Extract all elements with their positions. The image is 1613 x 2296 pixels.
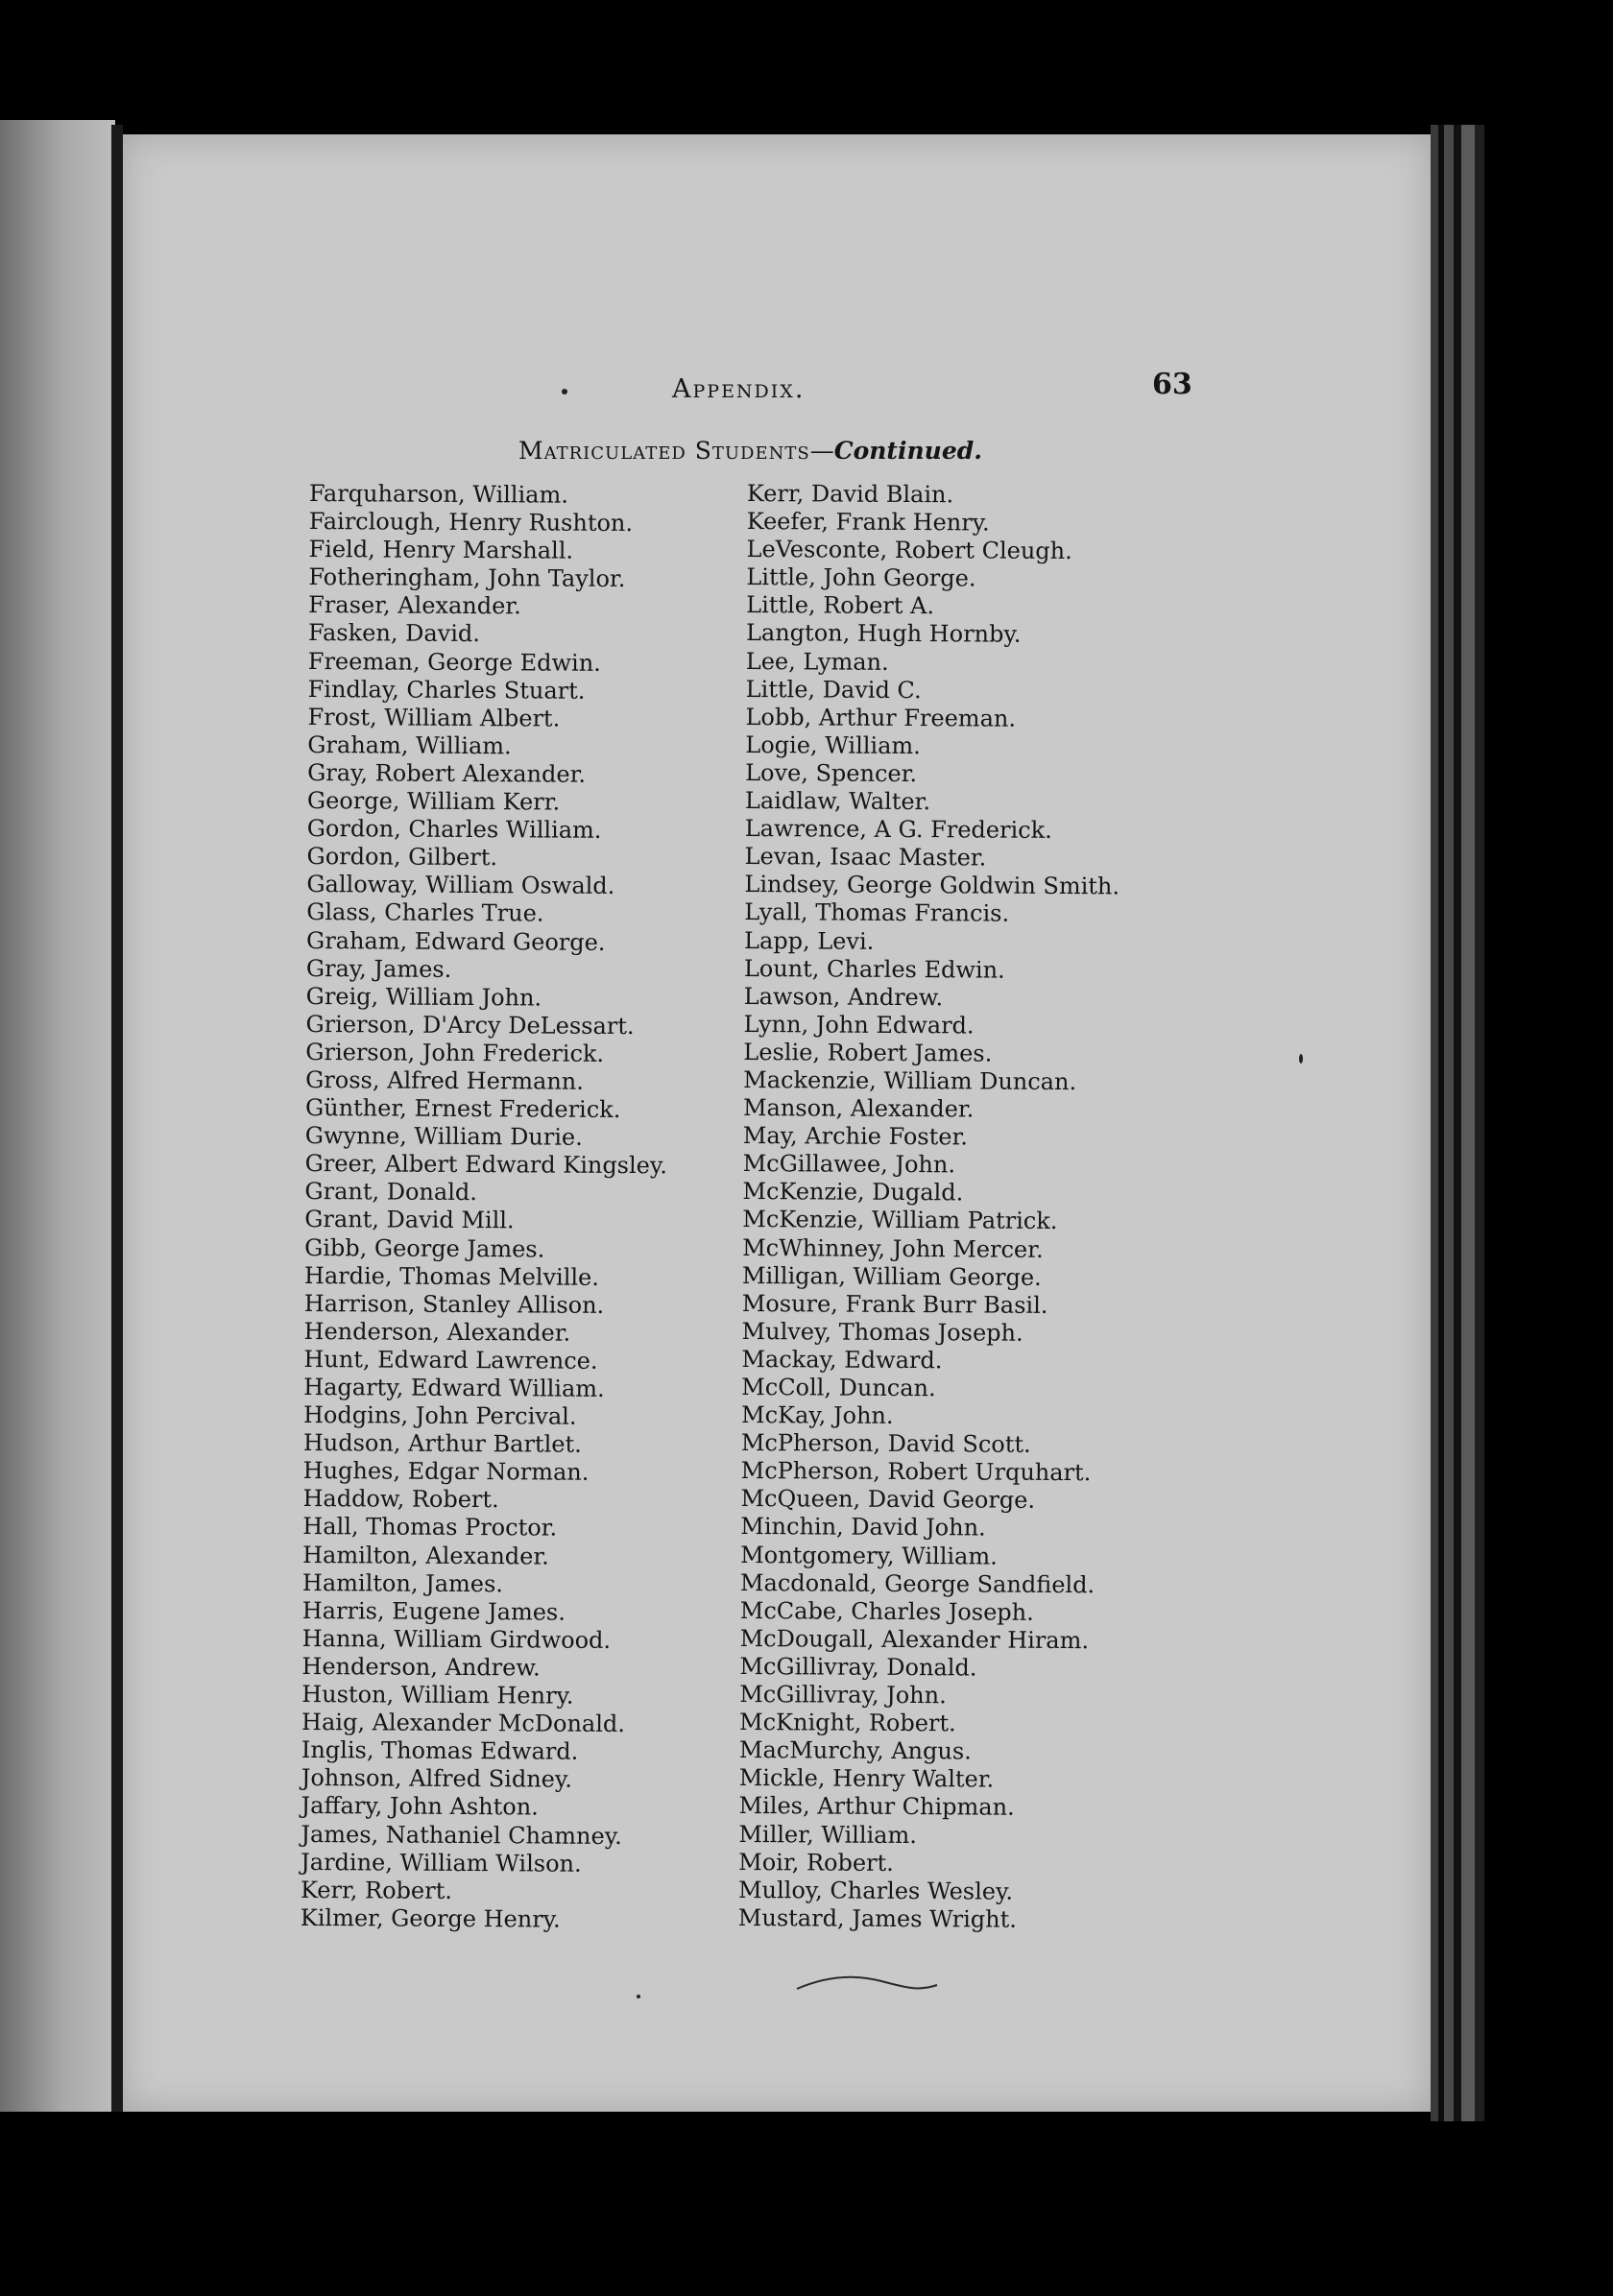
student-name: Gross, Alfred Hermann. [305, 1065, 585, 1095]
student-name: Grierson, D'Arcy DeLessart. [305, 1010, 635, 1040]
student-name: Mackenzie, William Duncan. [743, 1065, 1077, 1096]
student-name: Kerr, Robert. [300, 1876, 453, 1904]
student-name: Lobb, Arthur Freeman. [745, 703, 1017, 732]
student-name: Hughes, Edgar Norman. [302, 1457, 590, 1487]
student-name: Johnson, Alfred Sidney. [301, 1764, 572, 1794]
student-name: Lawson, Andrew. [743, 982, 944, 1011]
student-name: Moir, Robert. [738, 1848, 894, 1877]
student-name: McGillivray, John. [739, 1681, 947, 1710]
student-name: Fotheringham, John Taylor. [308, 563, 626, 593]
student-name: Lyall, Thomas Francis. [744, 898, 1010, 928]
student-name: McCabe, Charles Joseph. [739, 1596, 1034, 1626]
student-name: Lindsey, George Goldwin Smith. [744, 871, 1120, 900]
student-name: Günther, Ernest Frederick. [304, 1094, 621, 1124]
student-name: Macdonald, George Sandfield. [739, 1568, 1095, 1598]
student-name: McKay, John. [740, 1401, 894, 1430]
student-name: Mosure, Frank Burr Basil. [741, 1289, 1048, 1319]
student-name: Mustard, James Wright. [737, 1903, 1017, 1933]
student-name: George, William Kerr. [306, 787, 561, 816]
student-name: Glass, Charles True. [306, 898, 544, 927]
student-name: Harrison, Stanley Allison. [303, 1289, 605, 1319]
student-name: Freeman, George Edwin. [307, 647, 601, 677]
student-name: Haig, Alexander McDonald. [301, 1709, 626, 1738]
student-name: Harris, Eugene James. [301, 1596, 566, 1626]
student-name: LeVesconte, Robert Cleugh. [746, 536, 1072, 565]
student-name: Gray, Robert Alexander. [307, 758, 587, 788]
student-name: Jaffary, John Ashton. [301, 1792, 539, 1821]
student-name: McKnight, Robert. [739, 1709, 956, 1737]
page-edge-stack [1461, 125, 1475, 2121]
student-name: Lapp, Levi. [743, 926, 875, 955]
student-name: McPherson, David Scott. [740, 1429, 1031, 1459]
student-name: Fairclough, Henry Rushton. [308, 508, 634, 538]
page-edge-stack [1444, 125, 1454, 2121]
student-name: Gordon, Gilbert. [306, 843, 498, 872]
student-name: Levan, Isaac Master. [744, 843, 987, 872]
student-name: Hodgins, John Percival. [302, 1401, 577, 1430]
student-name: Mackay, Edward. [741, 1345, 943, 1375]
student-name: Hardie, Thomas Melville. [303, 1261, 600, 1291]
student-name: Love, Spencer. [745, 758, 918, 788]
student-list-right-column [738, 480, 1122, 1934]
student-list-left-column [301, 480, 672, 1934]
student-name: Hunt, Edward Lawrence. [303, 1345, 598, 1375]
section-dash: — [809, 437, 834, 465]
student-name: Graham, William. [307, 730, 512, 760]
student-name: Little, David C. [745, 675, 922, 704]
student-name: Gibb, George James. [304, 1233, 545, 1263]
student-name: McPherson, Robert Urquhart. [740, 1457, 1092, 1487]
student-name: Haddow, Robert. [302, 1485, 499, 1514]
student-name: Fasken, David. [307, 619, 480, 648]
pen-flourish [795, 1968, 939, 1997]
page-edge-stack [1475, 125, 1484, 2121]
ink-speck [1299, 1054, 1303, 1064]
student-name: McKenzie, William Patrick. [742, 1206, 1058, 1235]
student-name: Mickle, Henry Walter. [738, 1764, 995, 1793]
student-name: Little, Robert A. [746, 591, 935, 620]
student-name: Kilmer, George Henry. [300, 1903, 561, 1933]
student-name: Grierson, John Frederick. [305, 1038, 605, 1067]
student-name: Logie, William. [745, 730, 921, 759]
student-name: Hamilton, Alexander. [302, 1541, 549, 1570]
page-edge-stack [1454, 125, 1461, 2121]
student-name: Lee, Lyman. [745, 647, 889, 676]
section-title: Matriculated Students [518, 437, 810, 465]
student-name: Hamilton, James. [301, 1568, 504, 1597]
student-name: Minchin, David John. [740, 1513, 986, 1543]
student-name: Jardine, William Wilson. [301, 1848, 582, 1877]
student-name: McColl, Duncan. [741, 1373, 936, 1402]
ink-speck [637, 1995, 640, 1998]
student-name: Grant, Donald. [304, 1178, 477, 1207]
student-name: Field, Henry Marshall. [308, 536, 574, 564]
student-name: McGillivray, Donald. [739, 1652, 977, 1682]
student-name: Miller, William. [738, 1820, 918, 1849]
running-head: Appendix. [672, 374, 806, 404]
student-name: McKenzie, Dugald. [742, 1178, 964, 1207]
student-name: Huston, William Henry. [301, 1681, 574, 1710]
student-name: Henderson, Alexander. [303, 1317, 571, 1347]
student-name: Mulloy, Charles Wesley. [737, 1876, 1014, 1905]
student-name: May, Archie Foster. [742, 1122, 969, 1151]
student-name: Manson, Alexander. [742, 1094, 975, 1123]
student-name: Henderson, Andrew. [301, 1652, 541, 1682]
student-name: Findlay, Charles Stuart. [307, 675, 586, 705]
student-name: Langton, Hugh Hornby. [745, 619, 1022, 649]
student-name: Keefer, Frank Henry. [746, 508, 990, 537]
student-name: McDougall, Alexander Hiram. [739, 1624, 1090, 1655]
student-name: Lawrence, A G. Frederick. [744, 815, 1052, 845]
student-name: McGillawee, John. [742, 1150, 956, 1179]
book-gutter [111, 125, 123, 2112]
student-name: Lynn, John Edward. [743, 1010, 975, 1040]
student-name: McQueen, David George. [740, 1485, 1036, 1515]
student-name: Gordon, Charles William. [306, 815, 602, 844]
student-name: Laidlaw, Walter. [744, 787, 931, 816]
student-name: Little, John George. [746, 563, 976, 592]
student-name: Hagarty, Edward William. [303, 1373, 605, 1402]
student-name: Leslie, Robert James. [743, 1038, 993, 1067]
section-continued: Continued. [833, 437, 982, 465]
student-name: Grant, David Mill. [304, 1206, 515, 1234]
section-heading [518, 437, 982, 465]
student-name: James, Nathaniel Chamney. [301, 1820, 622, 1850]
student-name: Gray, James. [305, 954, 452, 983]
student-name: Fraser, Alexander. [308, 591, 521, 620]
student-name: Frost, William Albert. [307, 703, 561, 732]
student-name: Greig, William John. [305, 982, 542, 1012]
student-name: McWhinney, John Mercer. [742, 1233, 1044, 1263]
student-name: Lount, Charles Edwin. [743, 954, 1005, 984]
student-name: Hanna, William Girdwood. [301, 1624, 612, 1654]
student-name: Gwynne, William Durie. [304, 1122, 583, 1151]
student-name: Hudson, Arthur Bartlet. [302, 1429, 582, 1458]
page-number: 63 [1152, 368, 1192, 401]
facing-page-edge [0, 120, 115, 2112]
student-name: Graham, Edward George. [305, 926, 606, 956]
student-name: Montgomery, William. [740, 1541, 998, 1570]
student-name: Greer, Albert Edward Kingsley. [304, 1150, 668, 1180]
student-name: Miles, Arthur Chipman. [738, 1792, 1015, 1822]
student-name: MacMurchy, Angus. [738, 1736, 972, 1765]
student-name: Galloway, William Oswald. [306, 871, 615, 900]
page-edge-stack [1431, 125, 1438, 2121]
student-name: Mulvey, Thomas Joseph. [741, 1317, 1023, 1347]
student-name: Farquharson, William. [308, 480, 568, 509]
student-name: Kerr, David Blain. [746, 480, 954, 509]
ink-speck [562, 389, 567, 395]
student-name: Milligan, William George. [741, 1261, 1042, 1291]
student-name: Hall, Thomas Proctor. [302, 1513, 558, 1543]
student-name: Inglis, Thomas Edward. [301, 1736, 579, 1765]
